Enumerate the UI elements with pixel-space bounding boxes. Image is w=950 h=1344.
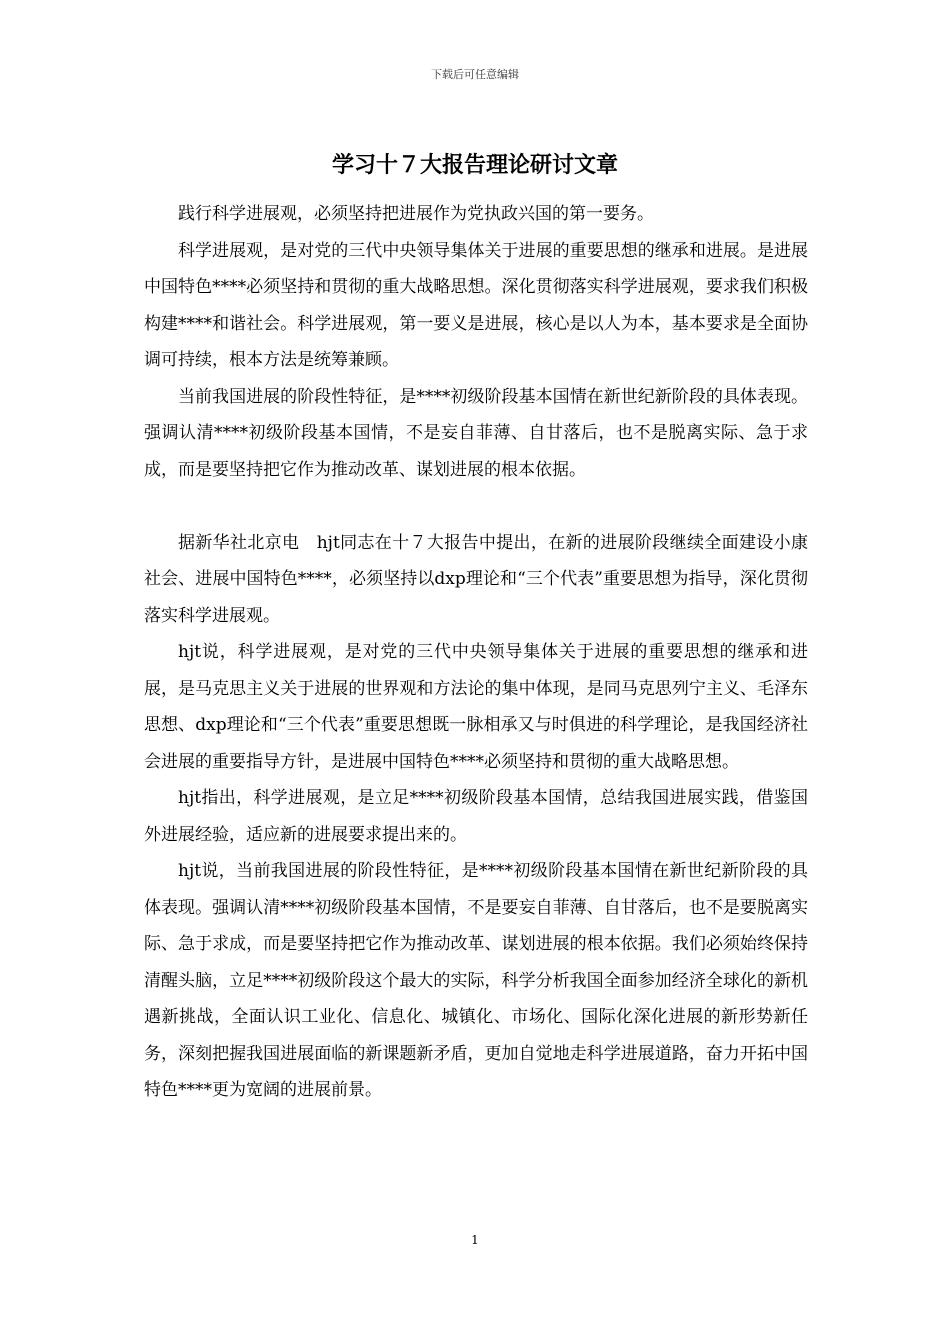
page-header-note: 下载后可任意编辑 [431,68,519,81]
page-number: 1 [471,1233,479,1247]
paragraph-2: 科学进展观，是对党的三代中央领导集体关于进展的重要思想的继承和进展。是进展中国特色****必须坚持和贯彻的重大战略思想。深化贯彻落实科学进展观，要求我们积极构建****和谐社会。科学进展观，第一要义是进展，核心是以人为本，基本要求是全面协调可持续，根本方法是统筹兼顾。 [144,240,808,370]
paragraph-3: 当前我国进展的阶段性特征，是****初级阶段基本国情在新世纪新阶段的具体表现。强调认清****初级阶段基本国情，不是妄自菲薄、自甘落后，也不是脱离实际、急于求成，而是要坚持把它作为推动改革、谋划进展的根本依据。 [144,386,808,480]
paragraph-4: 据新华社北京电 hjt同志在十７大报告中提出，在新的进展阶段继续全面建设小康社会、进展中国特色****，必须坚持以dxp理论和“三个代表”重要思想为指导，深化贯彻落实科学进展观。 [144,532,808,626]
document-body [144,196,808,1109]
paragraph-1: 践行科学进展观，必须坚持把进展作为党执政兴国的第一要务。 [178,204,654,224]
paragraph-7: hjt说，当前我国进展的阶段性特征，是****初级阶段基本国情在新世纪新阶段的具体表现。强调认清****初级阶段基本国情，不是要妄自菲薄、自甘落后，也不是要脱离实际、急于求成，而是要坚持把它作为推动改革、谋划进展的根本依据。我们必须始终保持清醒头脑，立足****初级阶段这个最大的实际，科学分析我国全面参加经济全球化的新机遇新挑战，全面认识工业化、信息化、城镇化、市场化、国际化深化进展的新形势新任务，深刻把握我国进展面临的新课题新矛盾，更加自觉地走科学进展道路，奋力开拓中国特色****更为宽阔的进展前景。 [144,861,808,1100]
paragraph-spacer [144,488,808,525]
paragraph-6: hjt指出，科学进展观，是立足****初级阶段基本国情，总结我国进展实践，借鉴国外进展经验，适应新的进展要求提出来的。 [144,788,808,845]
paragraph-5: hjt说，科学进展观，是对党的三代中央领导集体关于进展的重要思想的继承和进展，是马克思主义关于进展的世界观和方法论的集中体现，是同马克思列宁主义、毛泽东思想、dxp理论和“三个代表”重要思想既一脉相承又与时俱进的科学理论，是我国经济社会进展的重要指导方针，是进展中国特色****必须坚持和贯彻的重大战略思想。 [144,642,808,772]
document-title: 学习十７大报告理论研讨文章 [331,153,618,178]
